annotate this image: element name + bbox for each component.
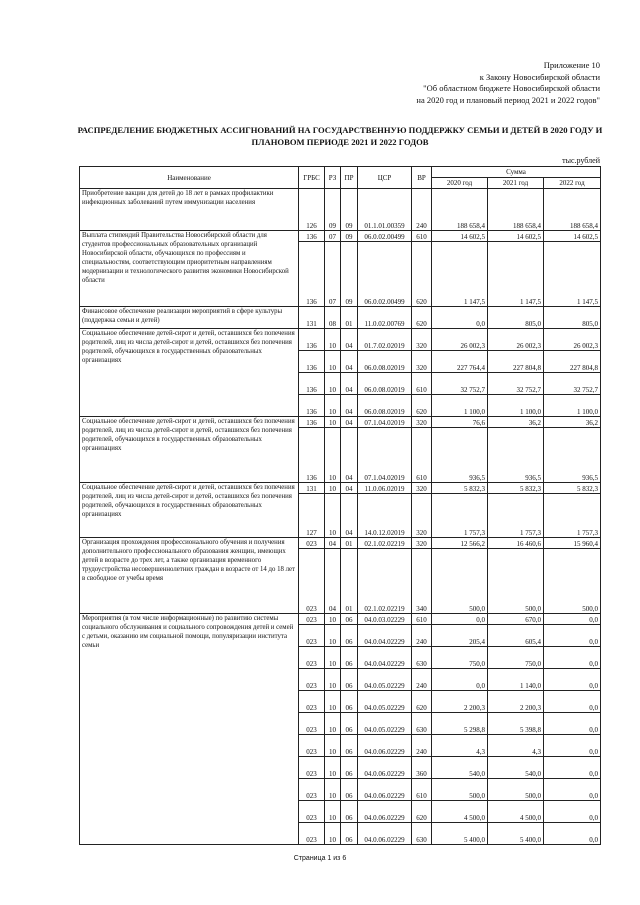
table-row [80,329,601,351]
page-footer: Страница 1 из 6 [293,855,347,862]
vr-cell: 610 [412,614,432,625]
y2022-cell: 1 100,0 [544,395,601,417]
appendix-note [416,60,600,106]
table-row [80,417,601,428]
csr-cell: 11.0.06.02019 [358,483,412,494]
table-row [80,307,601,329]
rz-cell: 09 [325,189,341,231]
grbs-cell: 023 [299,647,325,669]
rz-cell: 08 [325,307,341,329]
grbs-cell: 023 [299,823,325,845]
rz-cell: 10 [325,373,341,395]
y2020-cell: 32 752,7 [432,373,488,395]
grbs-cell: 023 [299,549,325,614]
grbs-cell: 127 [299,494,325,538]
grbs-cell: 136 [299,373,325,395]
y2022-cell: 227 804,8 [544,351,601,373]
header-pr: ПР [341,167,358,189]
csr-cell: 06.0.02.00499 [358,242,412,307]
grbs-cell: 136 [299,417,325,428]
pr-cell: 06 [341,625,358,647]
y2020-cell: 0,0 [432,669,488,691]
grbs-cell: 023 [299,614,325,625]
pr-cell: 04 [341,373,358,395]
y2022-cell: 36,2 [544,417,601,428]
y2022-cell: 0,0 [544,625,601,647]
y2020-cell: 1 757,3 [432,494,488,538]
rz-cell: 10 [325,428,341,483]
header-vr: ВР [412,167,432,189]
y2021-cell: 500,0 [488,549,544,614]
rz-cell: 10 [325,417,341,428]
appendix-line: на 2020 год и плановый период 2021 и 2022 годов" [416,94,600,105]
y2021-cell: 750,0 [488,647,544,669]
y2022-cell: 0,0 [544,669,601,691]
csr-cell: 04.0.06.02229 [358,779,412,801]
pr-cell: 06 [341,823,358,845]
grbs-cell: 023 [299,669,325,691]
grbs-cell: 136 [299,329,325,351]
appendix-line: "Об областном бюджете Новосибирской области [423,83,600,93]
grbs-cell: 136 [299,428,325,483]
y2021-cell: 500,0 [488,779,544,801]
csr-cell: 04.0.04.02229 [358,647,412,669]
vr-cell: 610 [412,373,432,395]
y2020-cell: 0,0 [432,307,488,329]
vr-cell: 320 [412,483,432,494]
header-sum: Сумма [432,167,601,178]
y2022-cell: 26 002,3 [544,329,601,351]
y2020-cell: 4 500,0 [432,801,488,823]
pr-cell: 09 [341,242,358,307]
csr-cell: 04.0.06.02229 [358,823,412,845]
y2022-cell: 0,0 [544,757,601,779]
csr-cell: 01.7.02.02019 [358,329,412,351]
y2022-cell: 5 832,3 [544,483,601,494]
grbs-cell: 126 [299,189,325,231]
rz-cell: 10 [325,801,341,823]
grbs-cell: 136 [299,395,325,417]
vr-cell: 360 [412,757,432,779]
y2022-cell: 1 757,3 [544,494,601,538]
y2022-cell: 0,0 [544,691,601,713]
rz-cell: 07 [325,242,341,307]
vr-cell: 630 [412,823,432,845]
grbs-cell: 023 [299,801,325,823]
table-row [80,231,601,242]
csr-cell: 06.0.08.02019 [358,373,412,395]
title-line: РАСПРЕДЕЛЕНИЕ БЮДЖЕТНЫХ АССИГНОВАНИЙ НА ГОСУДАРСТВЕННУЮ ПОДДЕРЖКУ СЕМЬИ И ДЕТЕЙ В 2020 ГОДУ И [77,125,603,135]
pr-cell: 04 [341,351,358,373]
y2022-cell: 188 658,4 [544,189,601,231]
budget-table [79,166,601,845]
units-label: тыс.рублей [562,156,600,165]
y2022-cell: 32 752,7 [544,373,601,395]
y2021-cell: 26 002,3 [488,329,544,351]
vr-cell: 620 [412,307,432,329]
rz-cell: 10 [325,395,341,417]
allocation-name-cell: Организация прохождения профессионального обучения и получения дополнительного профессионального образования женщин, имеющих детей в возрасте до трех лет, а также организация временного трудоустройства несовершеннолетних граждан в возрасте от 14 до 18 лет в свободное от учебы время [80,538,299,614]
csr-cell: 01.1.01.00359 [358,189,412,231]
y2021-cell: 540,0 [488,757,544,779]
vr-cell: 320 [412,538,432,549]
pr-cell: 04 [341,428,358,483]
pr-cell: 06 [341,779,358,801]
grbs-cell: 136 [299,351,325,373]
rz-cell: 10 [325,757,341,779]
grbs-cell: 023 [299,779,325,801]
pr-cell: 01 [341,538,358,549]
rz-cell: 10 [325,625,341,647]
pr-cell: 04 [341,483,358,494]
grbs-cell: 023 [299,735,325,757]
pr-cell: 06 [341,801,358,823]
vr-cell: 320 [412,417,432,428]
grbs-cell: 023 [299,691,325,713]
vr-cell: 620 [412,801,432,823]
pr-cell: 06 [341,647,358,669]
rz-cell: 10 [325,691,341,713]
rz-cell: 10 [325,329,341,351]
header-csr: ЦСР [358,167,412,189]
pr-cell: 04 [341,395,358,417]
y2021-cell: 5 400,0 [488,823,544,845]
allocation-name-cell: Приобретение вакцин для детей до 18 лет в рамках профилактики инфекционных заболеваний путем иммунизации населения [80,189,299,231]
vr-cell: 320 [412,351,432,373]
vr-cell: 610 [412,779,432,801]
csr-cell: 07.1.04.02019 [358,428,412,483]
y2022-cell: 500,0 [544,549,601,614]
allocation-name-cell: Выплата стипендий Правительства Новосибирской области для студентов профессиональных образовательных организаций Новосибирской области, обучающихся по профессиям и специальностям, соответствующим приоритетным направлениям модернизации и технологического развития экономики Новосибирской области [80,231,299,307]
vr-cell: 240 [412,735,432,757]
pr-cell: 06 [341,735,358,757]
y2020-cell: 5 298,8 [432,713,488,735]
y2021-cell: 1 147,5 [488,242,544,307]
grbs-cell: 136 [299,231,325,242]
table-row [80,538,601,549]
header-year-2021: 2021 год [488,178,544,189]
y2020-cell: 0,0 [432,614,488,625]
rz-cell: 10 [325,735,341,757]
y2020-cell: 12 566,2 [432,538,488,549]
y2021-cell: 805,0 [488,307,544,329]
title-line: ПЛАНОВОМ ПЕРИОДЕ 2021 И 2022 ГОДОВ [251,136,429,147]
csr-cell: 04.0.03.02229 [358,614,412,625]
rz-cell: 10 [325,647,341,669]
y2021-cell: 16 460,6 [488,538,544,549]
rz-cell: 10 [325,779,341,801]
table-row [80,189,601,231]
y2020-cell: 205,4 [432,625,488,647]
y2020-cell: 936,5 [432,428,488,483]
y2020-cell: 500,0 [432,779,488,801]
y2021-cell: 5 832,3 [488,483,544,494]
y2021-cell: 227 804,8 [488,351,544,373]
csr-cell: 04.0.05.02229 [358,713,412,735]
rz-cell: 10 [325,483,341,494]
pr-cell: 09 [341,231,358,242]
y2020-cell: 188 658,4 [432,189,488,231]
grbs-cell: 131 [299,307,325,329]
y2020-cell: 500,0 [432,549,488,614]
y2022-cell: 805,0 [544,307,601,329]
y2022-cell: 0,0 [544,801,601,823]
csr-cell: 04.0.06.02229 [358,757,412,779]
y2020-cell: 5 832,3 [432,483,488,494]
vr-cell: 630 [412,647,432,669]
header-grbs: ГРБС [299,167,325,189]
grbs-cell: 136 [299,242,325,307]
csr-cell: 04.0.05.02229 [358,691,412,713]
pr-cell: 06 [341,669,358,691]
y2020-cell: 26 002,3 [432,329,488,351]
y2021-cell: 1 140,0 [488,669,544,691]
rz-cell: 10 [325,713,341,735]
table-row [80,483,601,494]
y2022-cell: 15 960,4 [544,538,601,549]
grbs-cell: 023 [299,757,325,779]
y2021-cell: 2 200,3 [488,691,544,713]
y2021-cell: 188 658,4 [488,189,544,231]
vr-cell: 610 [412,428,432,483]
y2022-cell: 0,0 [544,713,601,735]
pr-cell: 06 [341,691,358,713]
vr-cell: 240 [412,669,432,691]
csr-cell: 11.0.02.00769 [358,307,412,329]
y2020-cell: 1 100,0 [432,395,488,417]
y2021-cell: 1 757,3 [488,494,544,538]
y2021-cell: 32 752,7 [488,373,544,395]
y2020-cell: 1 147,5 [432,242,488,307]
y2022-cell: 936,5 [544,428,601,483]
y2021-cell: 605,4 [488,625,544,647]
document-title [70,125,610,148]
allocation-name-cell: Финансовое обеспечение реализации мероприятий в сфере культуры (поддержка семьи и детей) [80,307,299,329]
y2021-cell: 936,5 [488,428,544,483]
vr-cell: 620 [412,691,432,713]
vr-cell: 240 [412,189,432,231]
y2020-cell: 5 400,0 [432,823,488,845]
y2022-cell: 0,0 [544,614,601,625]
grbs-cell: 131 [299,483,325,494]
y2021-cell: 4,3 [488,735,544,757]
csr-cell: 06.0.08.02019 [358,351,412,373]
allocation-name-cell: Социальное обеспечение детей-сирот и детей, оставшихся без попечения родителей, лиц из числа детей-сирот и детей, оставшихся без попечения родителей, обучающихся в государственных образовательных организациях [80,417,299,483]
csr-cell: 02.1.02.02219 [358,549,412,614]
rz-cell: 10 [325,351,341,373]
csr-cell: 04.0.06.02229 [358,735,412,757]
table-row [80,614,601,625]
allocation-name-cell: Социальное обеспечение детей-сирот и детей, оставшихся без попечения родителей, лиц из числа детей-сирот и детей, оставшихся без попечения родителей, обучающихся в государственных образовательных организациях [80,329,299,417]
y2021-cell: 36,2 [488,417,544,428]
y2022-cell: 14 602,5 [544,231,601,242]
header-year-2020: 2020 год [432,178,488,189]
y2021-cell: 5 398,8 [488,713,544,735]
vr-cell: 630 [412,713,432,735]
y2022-cell: 0,0 [544,823,601,845]
pr-cell: 06 [341,757,358,779]
y2020-cell: 540,0 [432,757,488,779]
csr-cell: 04.0.04.02229 [358,625,412,647]
y2021-cell: 4 500,0 [488,801,544,823]
vr-cell: 320 [412,494,432,538]
vr-cell: 620 [412,242,432,307]
y2021-cell: 14 602,5 [488,231,544,242]
rz-cell: 10 [325,669,341,691]
y2022-cell: 1 147,5 [544,242,601,307]
vr-cell: 320 [412,329,432,351]
grbs-cell: 023 [299,538,325,549]
appendix-line: Приложение 10 [543,60,600,70]
y2020-cell: 227 764,4 [432,351,488,373]
y2020-cell: 14 602,5 [432,231,488,242]
y2022-cell: 0,0 [544,735,601,757]
y2020-cell: 750,0 [432,647,488,669]
rz-cell: 04 [325,549,341,614]
csr-cell: 07.1.04.02019 [358,417,412,428]
rz-cell: 07 [325,231,341,242]
vr-cell: 620 [412,395,432,417]
pr-cell: 04 [341,329,358,351]
y2020-cell: 4,3 [432,735,488,757]
appendix-line: к Закону Новосибирской области [479,71,600,82]
pr-cell: 09 [341,189,358,231]
y2022-cell: 0,0 [544,779,601,801]
allocation-name-cell: Социальное обеспечение детей-сирот и детей, оставшихся без попечения родителей, лиц из числа детей-сирот и детей, оставшихся без попечения родителей, обучающихся в государственных образовательных организациях [80,483,299,538]
rz-cell: 10 [325,614,341,625]
header-year-2022: 2022 год [544,178,601,189]
pr-cell: 01 [341,307,358,329]
csr-cell: 14.0.12.02019 [358,494,412,538]
y2021-cell: 1 100,0 [488,395,544,417]
header-name: Наименование [80,167,299,189]
rz-cell: 04 [325,538,341,549]
vr-cell: 240 [412,625,432,647]
rz-cell: 10 [325,494,341,538]
pr-cell: 06 [341,614,358,625]
y2022-cell: 0,0 [544,647,601,669]
y2020-cell: 76,6 [432,417,488,428]
y2020-cell: 2 200,3 [432,691,488,713]
csr-cell: 06.0.08.02019 [358,395,412,417]
grbs-cell: 023 [299,713,325,735]
pr-cell: 01 [341,549,358,614]
header-rz: РЗ [325,167,341,189]
vr-cell: 340 [412,549,432,614]
csr-cell: 06.0.02.00499 [358,231,412,242]
csr-cell: 02.1.02.02219 [358,538,412,549]
rz-cell: 10 [325,823,341,845]
pr-cell: 04 [341,417,358,428]
y2021-cell: 670,0 [488,614,544,625]
table-body [80,189,601,845]
vr-cell: 610 [412,231,432,242]
pr-cell: 06 [341,713,358,735]
pr-cell: 04 [341,494,358,538]
allocation-name-cell: Мероприятия (в том числе информационные) по развитию системы социального обслуживания и социального сопровождения детей и семей с детьми, оказанию им социальной помощи, популяризации института семьи [80,614,299,845]
csr-cell: 04.0.05.02229 [358,669,412,691]
grbs-cell: 023 [299,625,325,647]
csr-cell: 04.0.06.02229 [358,801,412,823]
